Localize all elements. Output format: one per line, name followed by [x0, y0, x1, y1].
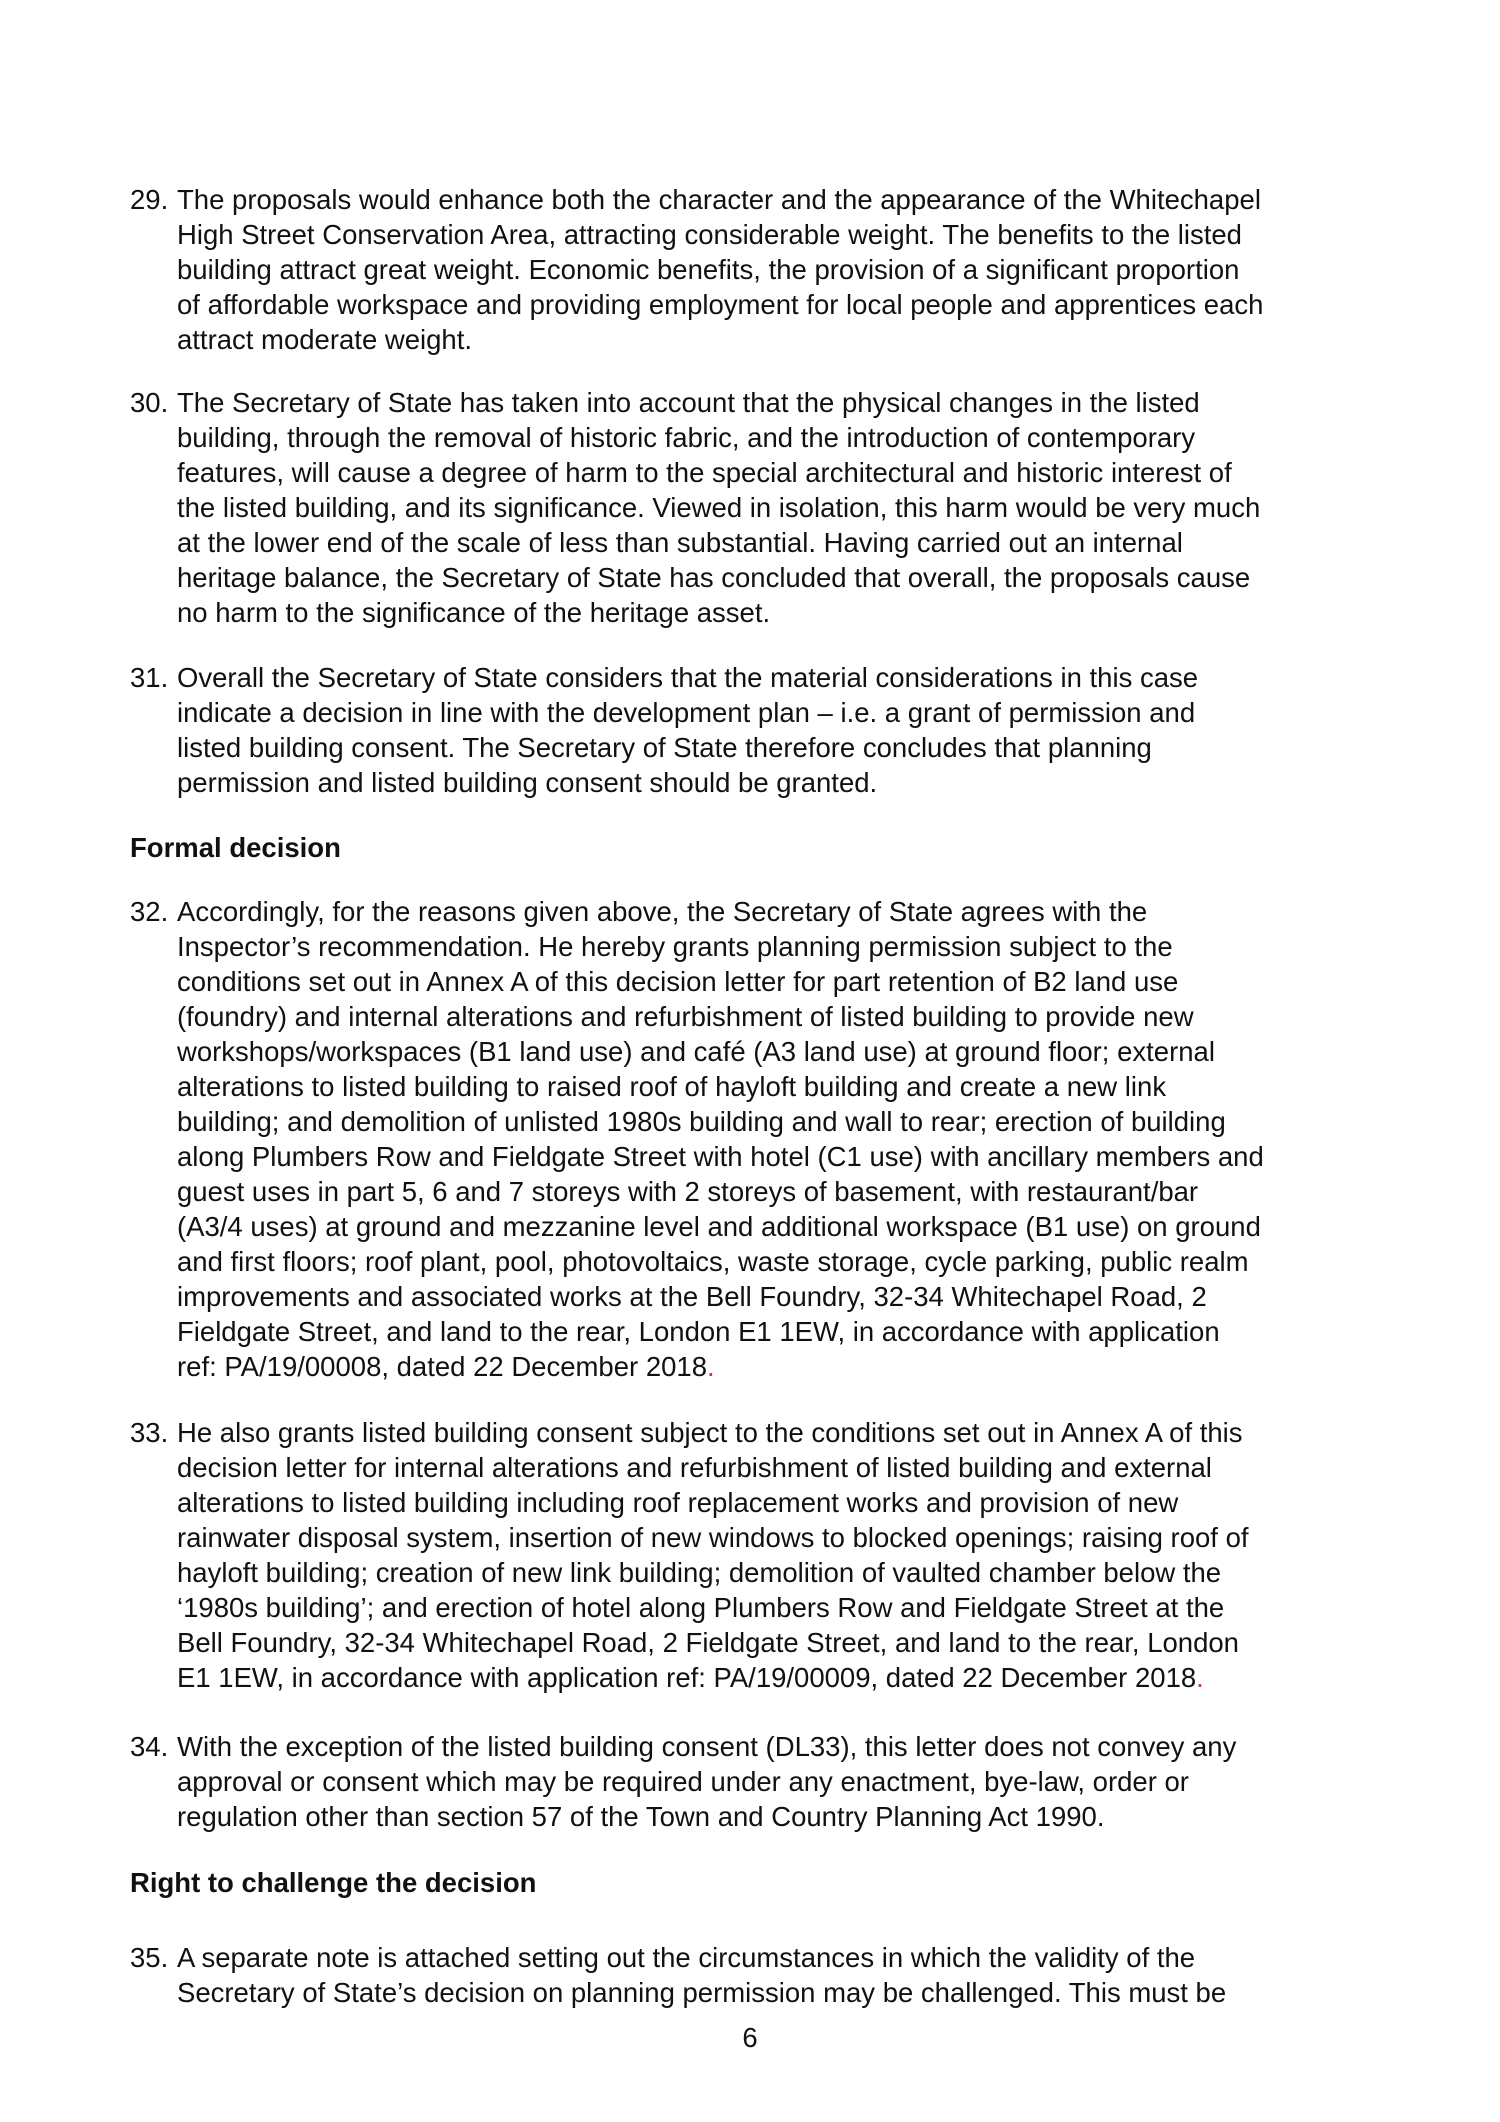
text-line: and first floors; roof plant, pool, photovoltaics, waste storage, cycle parking, public realm — [177, 1246, 1249, 1277]
paragraph-number: 33. — [130, 1417, 169, 1448]
paragraph-number: 29. — [130, 184, 169, 215]
section-heading-right-to-challenge: Right to challenge the decision — [130, 1867, 537, 1898]
paragraph-number: 31. — [130, 662, 169, 693]
text-line: Bell Foundry, 32-34 Whitechapel Road, 2 Fieldgate Street, and land to the rear, London — [177, 1627, 1239, 1658]
text-line: regulation other than section 57 of the Town and Country Planning Act 1990. — [177, 1801, 1105, 1832]
text-line: workshops/workspaces (B1 land use) and café (A3 land use) at ground floor; external — [177, 1036, 1215, 1067]
text-line: alterations to listed building including roof replacement works and provision of new — [177, 1487, 1179, 1518]
text-line: along Plumbers Row and Fieldgate Street with hotel (C1 use) with ancillary members and — [177, 1141, 1264, 1172]
text-line: features, will cause a degree of harm to the special architectural and historic interest of — [177, 457, 1232, 488]
text-line: High Street Conservation Area, attracting considerable weight. The benefits to the listed — [177, 219, 1242, 250]
text-line: at the lower end of the scale of less than substantial. Having carried out an internal — [177, 527, 1183, 558]
red-tracked-period: . — [1196, 1662, 1204, 1693]
text-line: of affordable workspace and providing employment for local people and apprentices each — [177, 289, 1264, 320]
text-line — [177, 1349, 1264, 1384]
text-line: Secretary of State’s decision on planning permission may be challenged. This must be — [177, 1977, 1227, 2008]
text-line: Accordingly, for the reasons given above, the Secretary of State agrees with the — [177, 896, 1148, 927]
text-line: A separate note is attached setting out the circumstances in which the validity of the — [177, 1942, 1196, 1973]
text-line: the listed building, and its significance. Viewed in isolation, this harm would be very much — [177, 492, 1261, 523]
text-line: Fieldgate Street, and land to the rear, London E1 1EW, in accordance with application — [177, 1316, 1220, 1347]
text-line: approval or consent which may be required under any enactment, bye-law, order or — [177, 1766, 1189, 1797]
text-line-content: ref: PA/19/00008, dated 22 December 2018 — [177, 1351, 707, 1382]
text-line: alterations to listed building to raised roof of hayloft building and create a new link — [177, 1071, 1167, 1102]
text-line: attract moderate weight. — [177, 324, 473, 355]
red-tracked-period: . — [707, 1351, 715, 1382]
page-number: 6 — [742, 2022, 758, 2053]
section-heading-formal-decision: Formal decision — [130, 832, 341, 863]
paragraph-number: 34. — [130, 1731, 169, 1762]
text-line: no harm to the significance of the heritage asset. — [177, 597, 771, 628]
text-line: heritage balance, the Secretary of State has concluded that overall, the proposals cause — [177, 562, 1251, 593]
text-line: (A3/4 uses) at ground and mezzanine level and additional workspace (B1 use) on ground — [177, 1211, 1261, 1242]
text-line: building attract great weight. Economic benefits, the provision of a significant proportion — [177, 254, 1240, 285]
text-line: Overall the Secretary of State considers that the material considerations in this case — [177, 662, 1199, 693]
text-line-content: E1 1EW, in accordance with application ref: PA/19/00009, dated 22 December 2018 — [177, 1662, 1197, 1693]
text-line: guest uses in part 5, 6 and 7 storeys with 2 storeys of basement, with restaurant/bar — [177, 1176, 1199, 1207]
text-line: The proposals would enhance both the character and the appearance of the Whitechapel — [177, 184, 1261, 215]
text-line: Inspector’s recommendation. He hereby grants planning permission subject to the — [177, 931, 1173, 962]
text-line: ‘1980s building’; and erection of hotel along Plumbers Row and Fieldgate Street at the — [177, 1592, 1225, 1623]
text-line — [177, 1660, 1249, 1695]
text-line: The Secretary of State has taken into account that the physical changes in the listed — [177, 387, 1200, 418]
text-line: permission and listed building consent should be granted. — [177, 767, 878, 798]
text-line: listed building consent. The Secretary of State therefore concludes that planning — [177, 732, 1152, 763]
text-line: (foundry) and internal alterations and refurbishment of listed building to provide new — [177, 1001, 1194, 1032]
text-line: decision letter for internal alterations and refurbishment of listed building and external — [177, 1452, 1212, 1483]
text-line: indicate a decision in line with the development plan – i.e. a grant of permission and — [177, 697, 1196, 728]
paragraph-number: 35. — [130, 1942, 169, 1973]
text-line: He also grants listed building consent subject to the conditions set out in Annex A of this — [177, 1417, 1243, 1448]
paragraph-number: 30. — [130, 387, 169, 418]
paragraph-number: 32. — [130, 896, 169, 927]
text-line: With the exception of the listed building consent (DL33), this letter does not convey any — [177, 1731, 1237, 1762]
text-line: building; and demolition of unlisted 1980s building and wall to rear; erection of building — [177, 1106, 1226, 1137]
text-line: conditions set out in Annex A of this decision letter for part retention of B2 land use — [177, 966, 1179, 997]
text-line: improvements and associated works at the Bell Foundry, 32-34 Whitechapel Road, 2 — [177, 1281, 1207, 1312]
text-line: hayloft building; creation of new link building; demolition of vaulted chamber below the — [177, 1557, 1222, 1588]
text-line: rainwater disposal system, insertion of new windows to blocked openings; raising roof of — [177, 1522, 1249, 1553]
text-line: building, through the removal of historic fabric, and the introduction of contemporary — [177, 422, 1196, 453]
